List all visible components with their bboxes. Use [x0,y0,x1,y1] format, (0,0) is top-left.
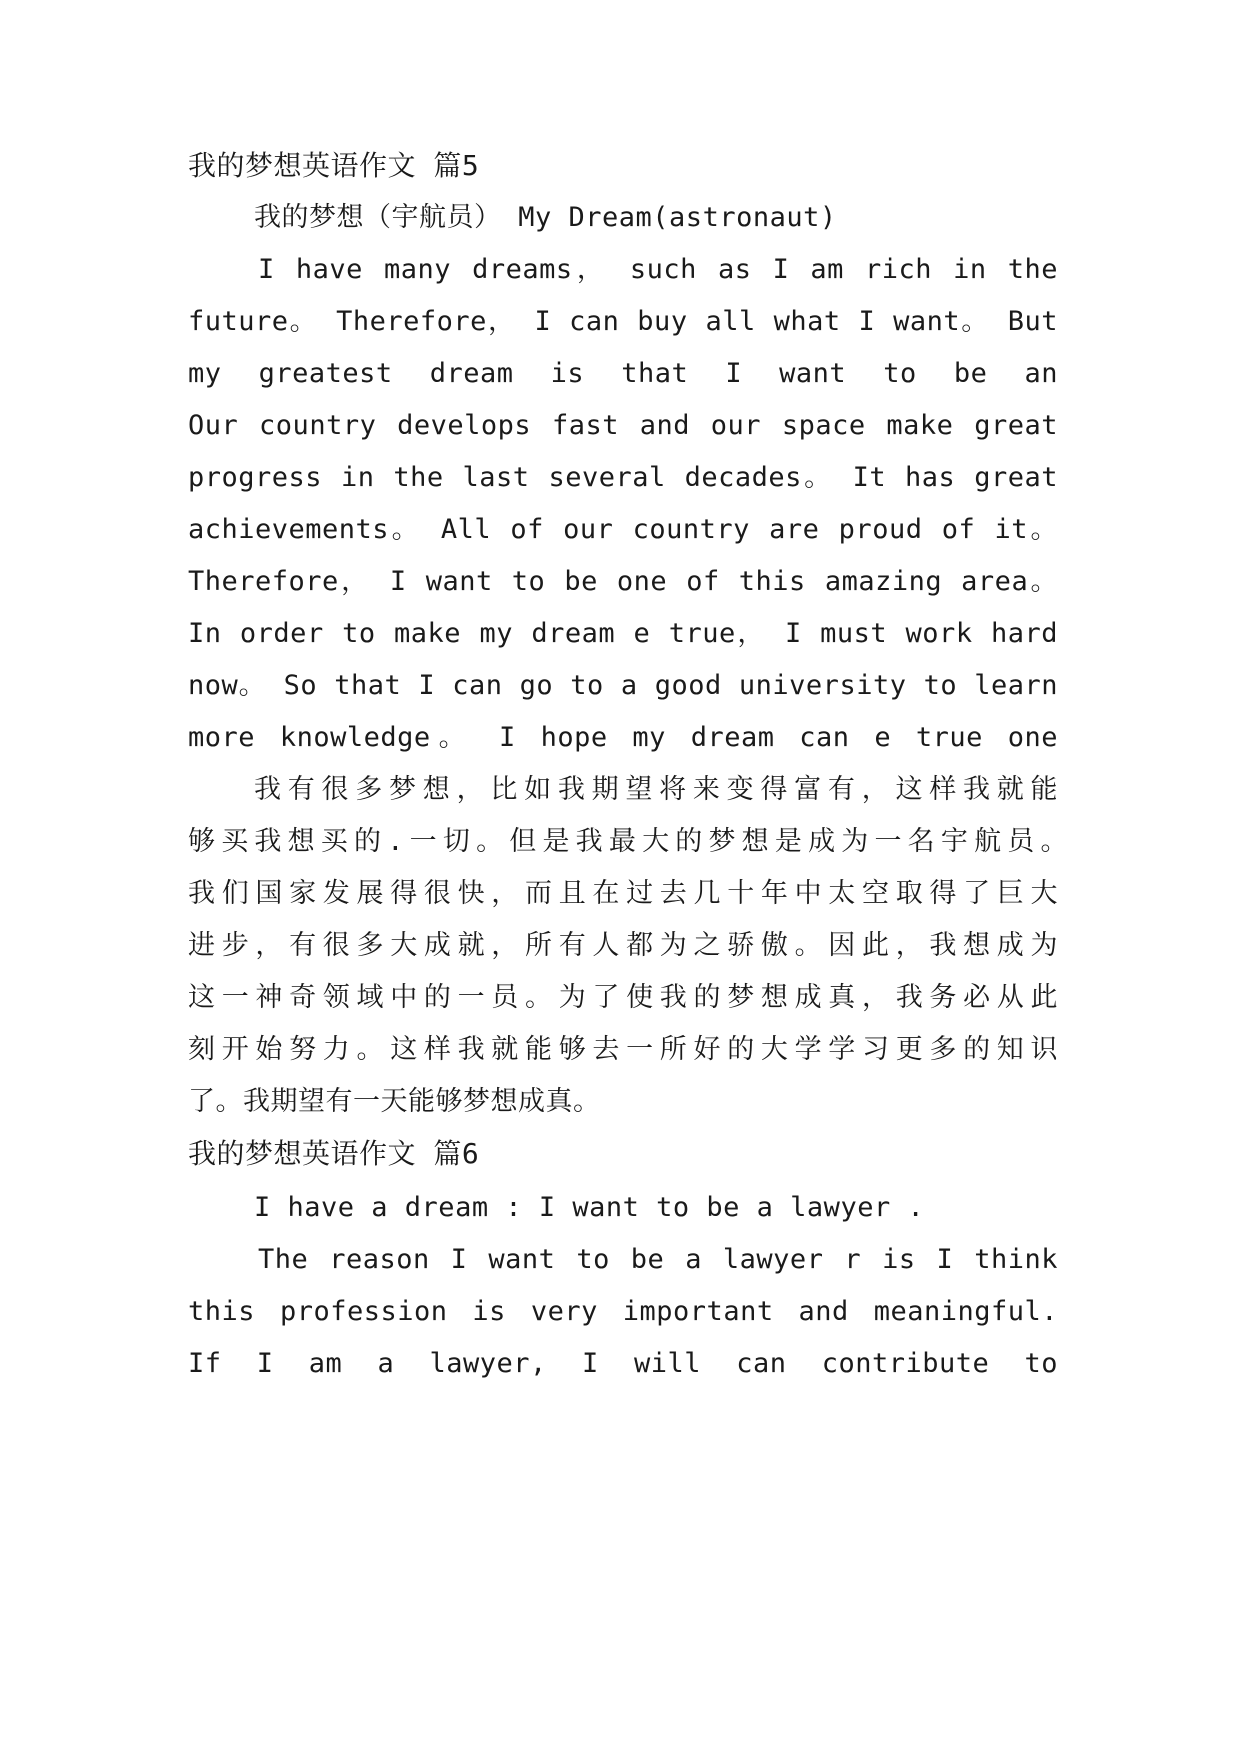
section-heading: 我的梦想英语作文 篇6 [188,1137,480,1170]
chinese-line: 进步，有很多大成就，所有人都为之骄傲。因此，我想成为 [188,930,1058,961]
english-line: this profession is very important and meaningful. [188,1296,1058,1327]
essay-title: I have a dream : I want to be a lawyer . [254,1192,925,1223]
english-line: Our country develops fast and our space make great [188,410,1058,441]
english-line: more knowledge。 I hope my dream can e true one [188,722,1058,753]
chinese-line: 我们国家发展得很快，而且在过去几十年中太空取得了巨大 [188,878,1058,909]
chinese-line: 这一神奇领域中的一员。为了使我的梦想成真，我务必从此 [188,982,1058,1013]
english-line: future。 Therefore， I can buy all what I want。 But [188,306,1058,337]
chinese-line: 刻开始努力。这样我就能够去一所好的大学学习更多的知识 [188,1034,1058,1065]
english-line: now。 So that I can go to a good university to learn [188,670,1058,701]
english-line: achievements。 All of our country are proud of it。 [188,514,1058,545]
english-line: Therefore， I want to be one of this amazing area。 [188,566,1058,597]
chinese-line: 我有很多梦想，比如我期望将来变得富有，这样我就能 [254,774,1058,805]
chinese-line: 了。我期望有一天能够梦想成真。 [188,1086,601,1117]
english-line: progress in the last several decades。 It has great [188,462,1058,493]
english-line: I have many dreams， such as I am rich in the [258,254,1058,285]
english-line: my greatest dream is that I want to be an [188,358,1058,389]
section-heading: 我的梦想英语作文 篇5 [188,149,480,182]
english-line: If I am a lawyer, I will can contribute to [188,1348,1058,1379]
english-line: The reason I want to be a lawyer r is I think [258,1244,1058,1275]
english-line: In order to make my dream e true， I must work hard [188,618,1058,649]
essay-title: 我的梦想（宇航员） My Dream(astronaut) [254,202,837,233]
chinese-line: 够买我想买的.一切。但是我最大的梦想是成为一名宇航员。 [188,826,1068,857]
